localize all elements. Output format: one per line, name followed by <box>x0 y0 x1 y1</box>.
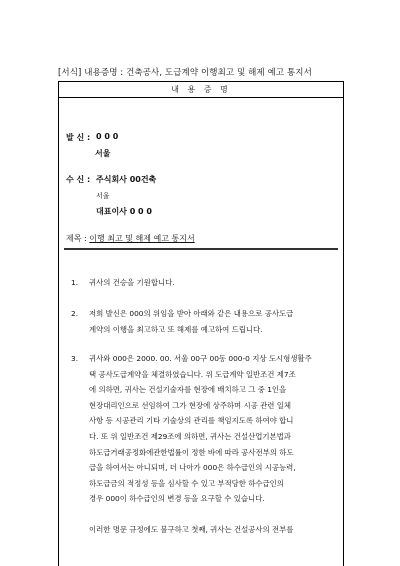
item-line: 경우 000이 하수급인의 변경 등을 요구할 수 있습니다. <box>89 494 265 504</box>
item-line: 에 의하면, 귀사는 건설기술자를 현장에 배치하고 그 중 1인을 <box>89 385 287 395</box>
item-line: 다. 또 위 일반조건 제29조에 의하면, 귀사는 건설산업기본법과 <box>89 431 291 441</box>
sender-name: 0 0 0 <box>96 132 119 141</box>
recipient-representative: 대표이사 0 0 0 <box>96 207 152 216</box>
item-line: 급을 하여서는 아니되며, 더 나아가 000은 하수급인의 시공능력, <box>89 463 296 473</box>
subject-label: 제목 : <box>66 234 87 243</box>
list-item <box>71 351 335 507</box>
item-line: 택 공사도급계약을 체결하였습니다. 위 도급계약 일반조건 제7조 <box>89 369 296 379</box>
recipient-city: 서울 <box>96 192 110 200</box>
item-line: 하도급금의 적정성 등을 심사할 수 있고 부적당한 하수급인의 <box>89 478 284 488</box>
item-line: 계약의 이행을 최고하고 또 해제를 예고하여 드립니다. <box>89 324 263 334</box>
subject-line <box>66 233 195 244</box>
list-item <box>71 306 335 337</box>
separator-rule <box>64 248 338 250</box>
document-frame <box>58 81 344 566</box>
item-line: 하도급거래공정화에관한법률이 정한 바에 따라 공사전부의 하도 <box>89 447 294 457</box>
document-title: 내 용 증 명 <box>59 82 343 98</box>
item-number: 2. <box>71 309 79 318</box>
item-line: 귀사의 건승을 기원합니다. <box>89 278 175 287</box>
item-line: 사항 등 시공관리 기타 기술상의 관리를 책임지도록 하여야 합니 <box>89 416 294 426</box>
form-title: [서식] 내용증명 : 건축공사, 도급계약 이행최고 및 해제 예고 통지서 <box>58 68 312 78</box>
subject-value: 이행 최고 및 해제 예고 통지서 <box>89 234 195 243</box>
recipient-company: 주식회사 00건축 <box>96 175 157 184</box>
recipient-label: 수 신 : <box>66 175 91 184</box>
item-line: 현장대리인으로 선임하여 그가 현장에 상주하며 시공 관련 일체 <box>89 400 292 410</box>
item-number: 1. <box>71 278 79 287</box>
closing-paragraph: 이러한 명문 규정에도 불구하고 첫째, 귀사는 건설공사의 전부를 <box>89 525 294 534</box>
item-line: 저희 발신은 000의 위임을 받아 아래와 같은 내용으로 공사도급 <box>89 309 294 318</box>
sender-label: 발 신 : <box>66 133 91 142</box>
item-number: 3. <box>71 354 79 363</box>
list-item <box>71 275 335 291</box>
sender-city: 서울 <box>95 149 111 158</box>
item-line: 귀사와 000은 2000. 00. 서울 00구 00동 000-0 지상 도시형생활주 <box>89 354 312 363</box>
